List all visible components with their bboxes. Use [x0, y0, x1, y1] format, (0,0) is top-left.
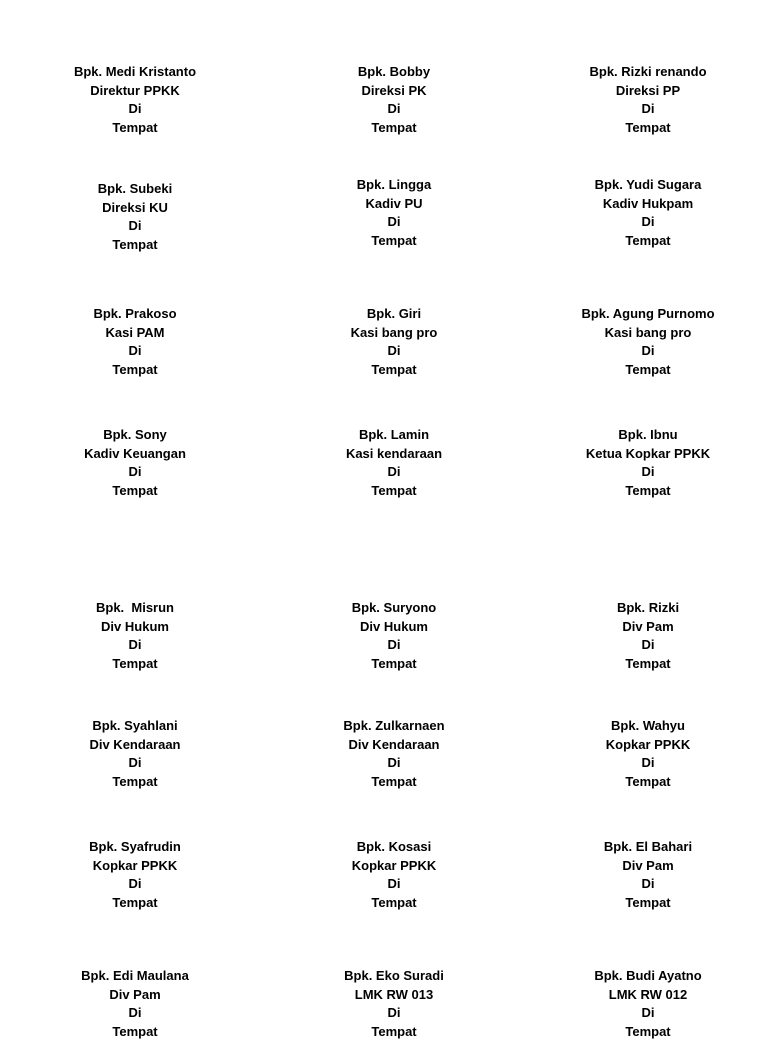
label-name: Bpk. Lamin: [358, 427, 430, 442]
label-name: Bpk. Kosasi: [356, 839, 432, 854]
label-title: Div Hukum: [360, 618, 428, 634]
address-label: [269, 305, 519, 380]
label-title: Div Kendaraan: [89, 736, 181, 752]
address-label: [269, 717, 519, 792]
label-title: Kadiv PU: [365, 195, 423, 211]
label-title: Kopkar PPKK: [605, 736, 691, 752]
label-name: Bpk. Suryono: [351, 600, 437, 615]
label-tempat: Tempat: [371, 362, 417, 378]
label-name: Bpk. Syahlani: [92, 718, 178, 733]
label-name: Bpk. Wahyu: [611, 718, 685, 733]
label-tempat: Tempat: [371, 895, 417, 911]
label-di: Di: [387, 101, 401, 117]
address-label: [10, 838, 260, 913]
address-label: [523, 63, 768, 138]
label-di: Di: [128, 876, 142, 892]
address-label: [10, 180, 260, 255]
label-name: Bpk. Eko Suradi: [344, 968, 444, 983]
label-di: Di: [641, 876, 655, 892]
label-di: Di: [128, 755, 142, 771]
label-tempat: Tempat: [112, 483, 158, 499]
label-tempat: Tempat: [112, 237, 158, 253]
label-name: Bpk. Sony: [103, 427, 167, 442]
label-title: Kadiv Keuangan: [84, 445, 186, 461]
label-name: Bpk. Prakoso: [93, 306, 177, 321]
label-tempat: Tempat: [625, 483, 671, 499]
label-tempat: Tempat: [625, 362, 671, 378]
label-di: Di: [387, 637, 401, 653]
label-name: Bpk. Agung Purnomo: [581, 306, 715, 321]
label-tempat: Tempat: [112, 120, 158, 136]
label-tempat: Tempat: [625, 774, 671, 790]
address-label: [269, 838, 519, 913]
label-tempat: Tempat: [112, 774, 158, 790]
label-title: Div Pam: [622, 618, 674, 634]
address-label: [10, 426, 260, 501]
address-label: [269, 426, 519, 501]
address-label: [10, 63, 260, 138]
label-title: Div Hukum: [101, 618, 169, 634]
label-title: Kasi bang pro: [350, 324, 438, 340]
label-di: Di: [387, 876, 401, 892]
label-title: Div Pam: [109, 986, 161, 1002]
label-title: Direksi PP: [615, 82, 681, 98]
label-title: Direksi KU: [102, 199, 168, 215]
address-label: [523, 717, 768, 792]
label-tempat: Tempat: [625, 656, 671, 672]
label-title: Div Pam: [622, 857, 674, 873]
label-title: Kopkar PPKK: [351, 857, 437, 873]
label-di: Di: [387, 1005, 401, 1021]
address-label: [523, 176, 768, 251]
label-title: Kasi kendaraan: [345, 445, 443, 461]
label-title: Kadiv Hukpam: [602, 195, 694, 211]
address-label: [10, 599, 260, 674]
label-di: Di: [128, 464, 142, 480]
label-name: Bpk. Lingga: [356, 177, 432, 192]
address-label: [10, 967, 260, 1042]
label-di: Di: [128, 343, 142, 359]
label-tempat: Tempat: [112, 362, 158, 378]
label-di: Di: [641, 464, 655, 480]
label-di: Di: [641, 755, 655, 771]
label-title: Ketua Kopkar PPKK: [585, 445, 711, 461]
label-tempat: Tempat: [371, 233, 417, 249]
label-tempat: Tempat: [371, 1024, 417, 1040]
label-name: Bpk. Bobby: [357, 64, 431, 79]
label-name: Bpk. Syafrudin: [89, 839, 181, 854]
address-label: [523, 838, 768, 913]
label-title: LMK RW 013: [354, 986, 434, 1002]
label-name: Bpk. Ibnu: [618, 427, 678, 442]
label-tempat: Tempat: [371, 656, 417, 672]
label-name: Bpk. Rizki: [616, 600, 680, 615]
address-label: [269, 176, 519, 251]
label-di: Di: [128, 101, 142, 117]
label-di: Di: [641, 214, 655, 230]
label-tempat: Tempat: [112, 656, 158, 672]
label-name: Bpk. Subeki: [97, 181, 173, 196]
label-title: Kopkar PPKK: [92, 857, 178, 873]
label-name: Bpk. El Bahari: [603, 839, 693, 854]
label-tempat: Tempat: [625, 233, 671, 249]
label-name: Bpk. Edi Maulana: [81, 968, 189, 983]
label-di: Di: [641, 343, 655, 359]
label-tempat: Tempat: [371, 774, 417, 790]
label-name: Bpk. Rizki renando: [589, 64, 707, 79]
label-di: Di: [641, 637, 655, 653]
label-di: Di: [128, 1005, 142, 1021]
address-label: [269, 967, 519, 1042]
label-title: LMK RW 012: [608, 986, 688, 1002]
address-label: [10, 717, 260, 792]
address-label: [269, 599, 519, 674]
label-name: Bpk. Giri: [366, 306, 422, 321]
label-tempat: Tempat: [371, 483, 417, 499]
label-title: Direktur PPKK: [90, 82, 180, 98]
label-tempat: Tempat: [112, 1024, 158, 1040]
label-di: Di: [641, 101, 655, 117]
label-tempat: Tempat: [625, 1024, 671, 1040]
label-title: Div Kendaraan: [348, 736, 440, 752]
label-title: Kasi bang pro: [604, 324, 692, 340]
label-tempat: Tempat: [112, 895, 158, 911]
label-di: Di: [128, 218, 142, 234]
address-label: [523, 305, 768, 380]
address-label: [269, 63, 519, 138]
label-di: Di: [641, 1005, 655, 1021]
label-name: Bpk. Yudi Sugara: [594, 177, 702, 192]
label-di: Di: [387, 464, 401, 480]
label-di: Di: [387, 343, 401, 359]
label-name: Bpk. Misrun: [95, 600, 174, 615]
label-title: Kasi PAM: [105, 324, 165, 340]
label-tempat: Tempat: [625, 120, 671, 136]
label-name: Bpk. Medi Kristanto: [73, 64, 197, 79]
label-title: Direksi PK: [361, 82, 427, 98]
address-label: [523, 426, 768, 501]
label-di: Di: [387, 214, 401, 230]
label-di: Di: [387, 755, 401, 771]
address-label: [10, 305, 260, 380]
address-label: [523, 599, 768, 674]
label-tempat: Tempat: [625, 895, 671, 911]
label-tempat: Tempat: [371, 120, 417, 136]
label-di: Di: [128, 637, 142, 653]
label-name: Bpk. Budi Ayatno: [594, 968, 702, 983]
address-label: [523, 967, 768, 1042]
label-name: Bpk. Zulkarnaen: [343, 718, 445, 733]
